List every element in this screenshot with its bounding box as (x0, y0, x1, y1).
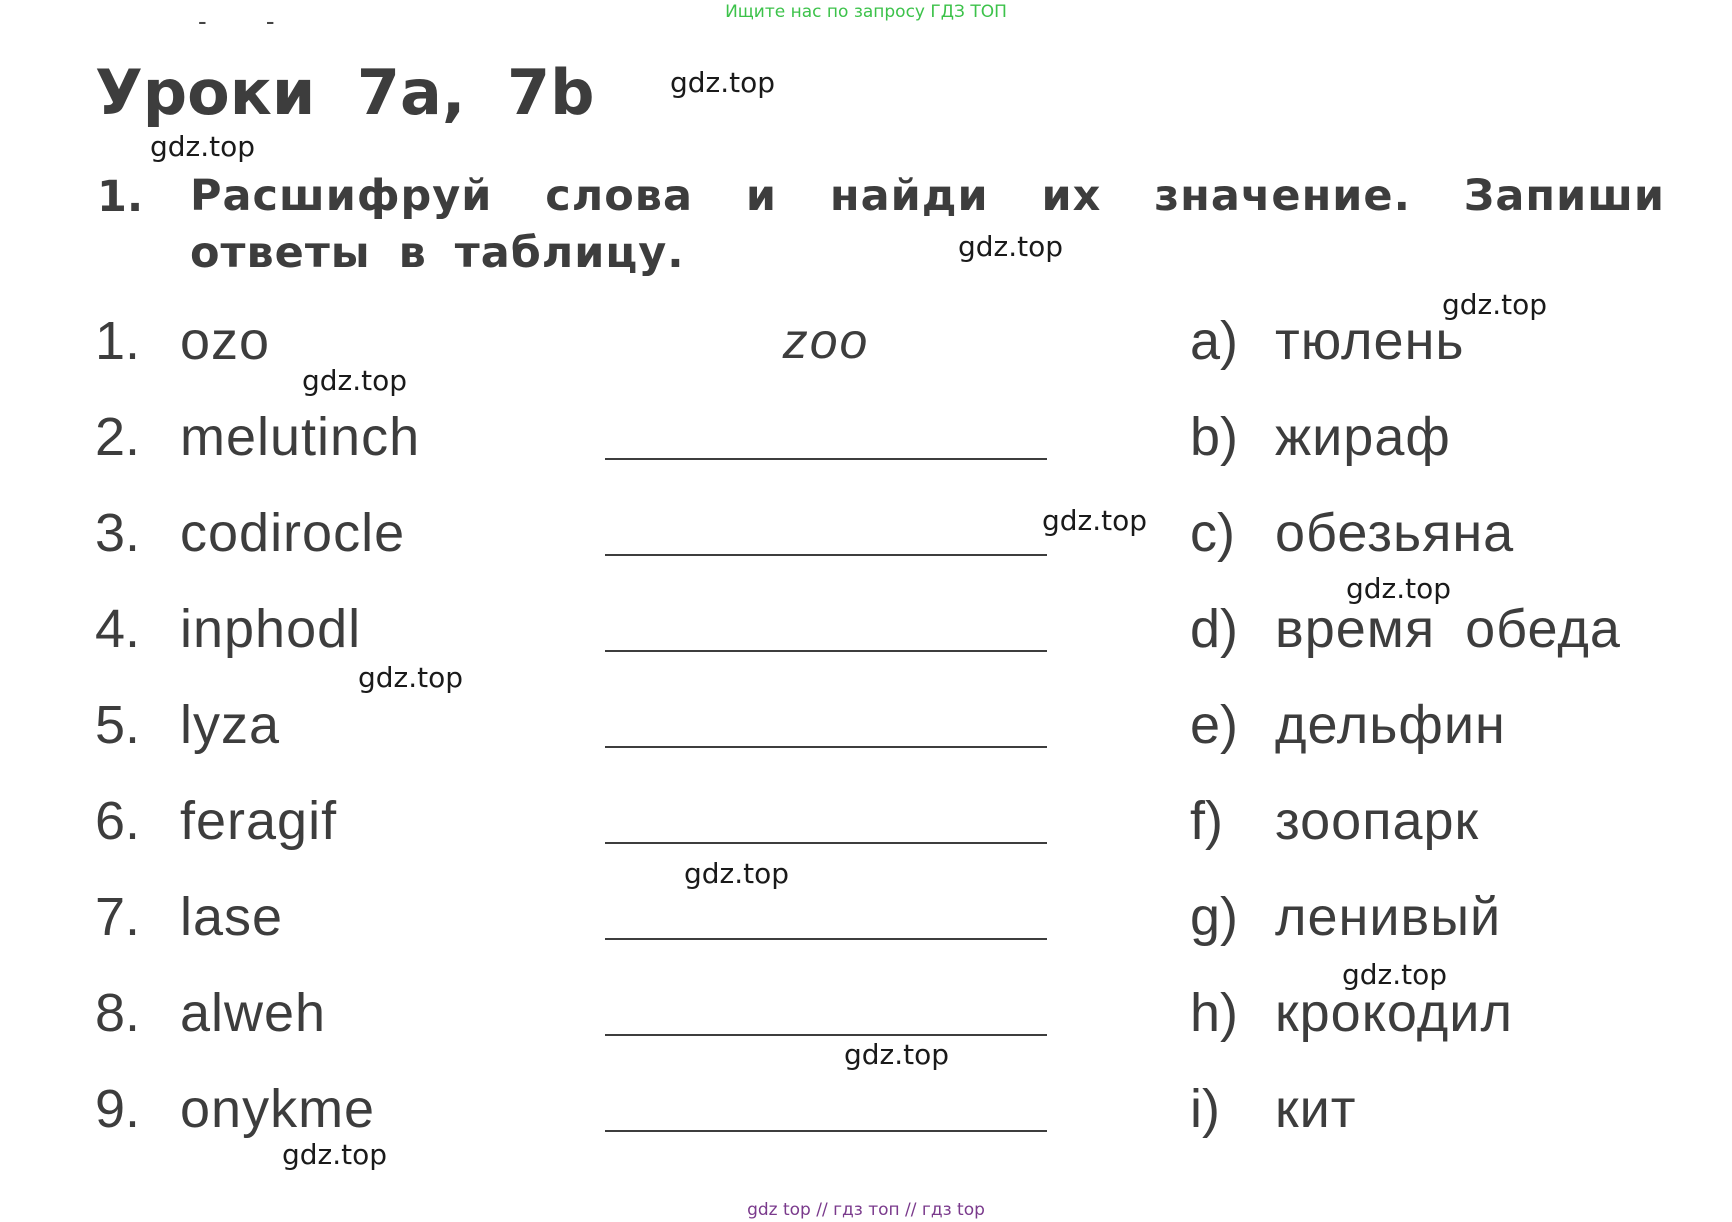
meaning-letter: d) (1190, 599, 1239, 659)
watermark: gdz.top (670, 66, 776, 99)
answer-line[interactable] (605, 650, 1047, 652)
scrambled-word: feragif (180, 791, 338, 851)
watermark: gdz.top (684, 857, 790, 890)
table-row (0, 310, 1732, 406)
answer-line[interactable] (605, 746, 1047, 748)
row-number: 9. (95, 1079, 141, 1139)
scrambled-word: ozo (180, 311, 271, 371)
table-row (0, 406, 1732, 502)
watermark: gdz.top (958, 230, 1064, 263)
meaning-word: крокодил (1275, 983, 1513, 1043)
answer-text: zoo (782, 313, 870, 369)
exercise-instruction: Расшифруй слова и найди их значение. Запиши ответы в таблицу. (190, 171, 1665, 278)
answer-line[interactable] (605, 1034, 1047, 1036)
meaning-word: кит (1275, 1079, 1357, 1139)
watermark: gdz.top (1346, 572, 1452, 605)
row-number: 3. (95, 503, 141, 563)
meaning-word: время обеда (1275, 599, 1621, 659)
row-number: 5. (95, 695, 141, 755)
scrambled-word: alweh (180, 983, 327, 1043)
answer-line[interactable] (605, 1130, 1047, 1132)
row-number: 7. (95, 887, 141, 947)
table-row (0, 598, 1732, 694)
watermark: gdz.top (358, 661, 464, 694)
meaning-letter: e) (1190, 695, 1239, 755)
answer-line[interactable] (605, 938, 1047, 940)
watermark: gdz.top (844, 1038, 950, 1071)
table-row (0, 502, 1732, 598)
scrambled-word: onykme (180, 1079, 376, 1139)
watermark: gdz.top (1442, 288, 1548, 321)
scrambled-word: codirocle (180, 503, 406, 563)
watermark: gdz.top (1342, 958, 1448, 991)
meaning-letter: i) (1190, 1079, 1220, 1139)
page-title: Уроки 7a, 7b (95, 56, 595, 129)
scrambled-word: lyza (180, 695, 281, 755)
row-number: 8. (95, 983, 141, 1043)
row-number: 1. (95, 311, 141, 371)
top-banner: Ищите нас по запросу ГДЗ ТОП (725, 2, 1007, 22)
table-row (0, 886, 1732, 982)
top-dashes: - - (198, 6, 301, 36)
answer-line[interactable] (605, 554, 1047, 556)
table-row (0, 694, 1732, 790)
meaning-word: ленивый (1275, 887, 1502, 947)
meaning-letter: g) (1190, 887, 1239, 947)
answer-line[interactable] (605, 458, 1047, 460)
scrambled-word: inphodl (180, 599, 362, 659)
exercise-number: 1. (97, 172, 144, 222)
table-row (0, 1078, 1732, 1174)
meaning-word: тюлень (1275, 311, 1465, 371)
table-row (0, 790, 1732, 886)
meaning-letter: h) (1190, 983, 1239, 1043)
row-number: 6. (95, 791, 141, 851)
watermark: gdz.top (282, 1138, 388, 1171)
meaning-word: зоопарк (1275, 791, 1480, 851)
meaning-letter: a) (1190, 311, 1239, 371)
watermark: gdz.top (302, 364, 408, 397)
meaning-letter: b) (1190, 407, 1239, 467)
scrambled-word: melutinch (180, 407, 421, 467)
meaning-word: жираф (1275, 407, 1451, 467)
row-number: 2. (95, 407, 141, 467)
meaning-word: дельфин (1275, 695, 1506, 755)
meaning-letter: f) (1190, 791, 1223, 851)
meaning-letter: c) (1190, 503, 1235, 563)
watermark: gdz.top (1042, 504, 1148, 537)
scrambled-word: lase (180, 887, 284, 947)
meaning-word: обезьяна (1275, 503, 1515, 563)
bottom-banner: gdz top // гдз топ // гдз top (747, 1200, 985, 1220)
answer-line[interactable] (605, 842, 1047, 844)
watermark: gdz.top (150, 130, 256, 163)
row-number: 4. (95, 599, 141, 659)
